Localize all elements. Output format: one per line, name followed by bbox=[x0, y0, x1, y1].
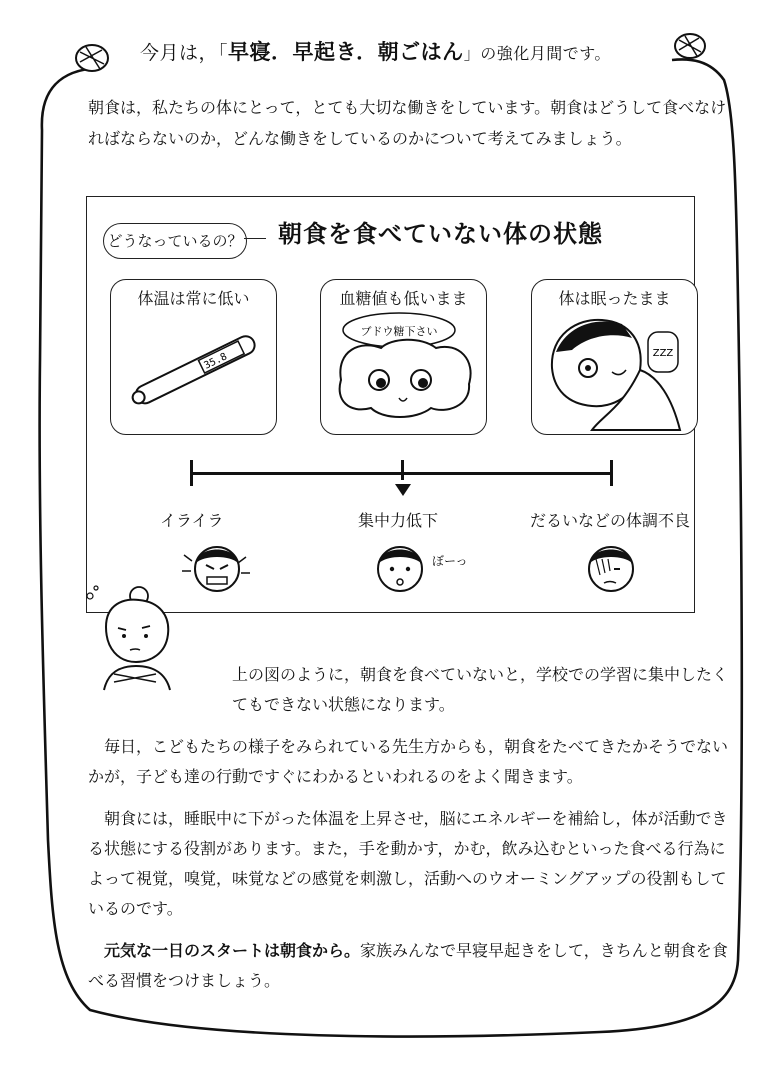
page-title bbox=[140, 36, 611, 66]
connector-tick-left bbox=[190, 460, 193, 486]
card-label: 体温は常に低い bbox=[137, 289, 250, 308]
card-blood-sugar bbox=[320, 279, 487, 435]
brain-icon bbox=[321, 280, 486, 434]
dazed-aside: ぼーっ bbox=[432, 554, 468, 568]
closing-slogan: 元気な一日のスタートは朝食から。 bbox=[104, 941, 361, 960]
diagram-title: 朝食を食べていない体の状態 bbox=[278, 220, 603, 248]
brain-speech: ブドウ糖下さい bbox=[360, 325, 438, 338]
intro-paragraph: 朝食は，私たちの体にとって，とても大切な働きをしています。朝食はどうして食べなければならないのか，どんな働きをしているのかについて考えてみましょう。 bbox=[88, 98, 727, 148]
connector-tick-right bbox=[610, 460, 613, 486]
arrow-down-icon bbox=[395, 484, 411, 496]
thermometer-icon bbox=[111, 280, 276, 434]
paragraph-3: 朝食には，睡眠中に下がった体温を上昇させ，脳にエネルギーを補給し，体が活動できる状態にする役割があります。また，手を動かす，かむ，飲み込むといった食べる行為によって視覚，嗅覚，味覚などの感覚を刺激し，活動へのウオーミングアップの役割もしているのです。 bbox=[88, 809, 728, 918]
tired-face-icon bbox=[574, 535, 648, 599]
bubble-tail bbox=[244, 238, 266, 239]
paragraph-4 bbox=[88, 936, 733, 996]
result-irritation: イライラ bbox=[160, 511, 224, 530]
card-label: 血糖値も低いまま bbox=[339, 289, 468, 308]
question-bubble: どうなっているの？ bbox=[103, 223, 247, 259]
title-emphasis: 早寝．早起き．朝ごはん bbox=[228, 40, 464, 64]
result-low-concentration: 集中力低下 bbox=[358, 511, 439, 530]
rosette-right-icon bbox=[675, 34, 705, 58]
title-prefix: 今月は，「 bbox=[140, 42, 229, 64]
angry-face-icon bbox=[180, 535, 254, 599]
connector-tick-middle bbox=[401, 460, 404, 480]
paragraph-1: 上の図のように，朝食を食べていないと，学校での学習に集中したくてもできない状態になります。 bbox=[232, 665, 729, 714]
thermometer-reading: 35.8 bbox=[202, 351, 229, 372]
sleeping-child-icon bbox=[532, 280, 697, 434]
result-poor-condition: だるいなどの体調不良 bbox=[530, 511, 691, 530]
snore-text: ZZZ bbox=[652, 348, 674, 359]
closing-text: 家族みんなで早寝早起きをして，きちんと朝食を食べる習慣をつけましょう。 bbox=[88, 941, 728, 990]
card-body-temperature bbox=[110, 279, 277, 435]
card-body-asleep bbox=[531, 279, 698, 435]
rosette-left-icon bbox=[76, 45, 108, 71]
paragraph-2: 毎日，こどもたちの様子をみられている先生方からも，朝食をたべてきたかそうでないかが，子ども達の行動ですぐにわかるといわれるのをよく聞きます。 bbox=[88, 737, 729, 786]
thinking-teacher-icon bbox=[84, 582, 179, 692]
title-suffix: 」の強化月間です。 bbox=[463, 44, 611, 63]
card-label: 体は眠ったまま bbox=[558, 289, 671, 308]
dazed-face-icon bbox=[366, 535, 468, 599]
